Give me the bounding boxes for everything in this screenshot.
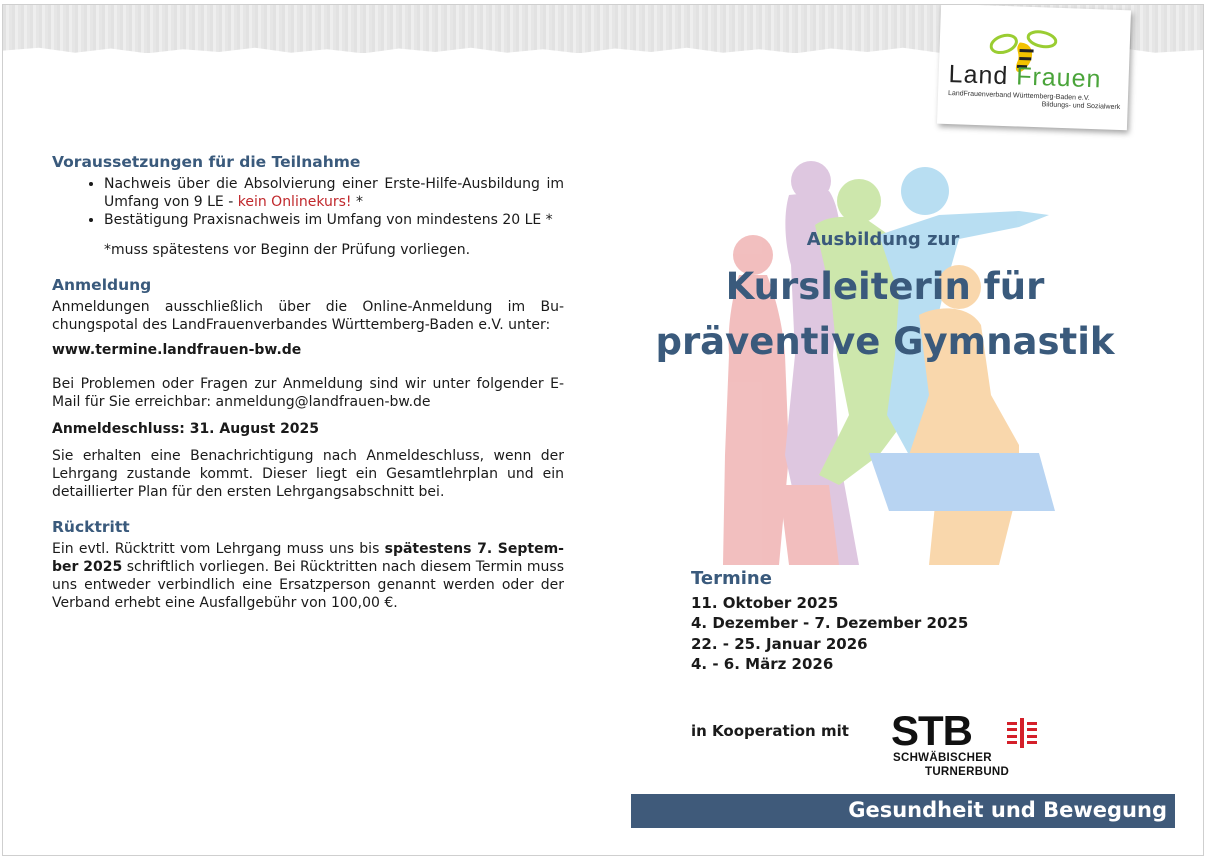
main-title-line-1: Kursleiterin für	[725, 265, 1045, 308]
requirements-list	[52, 175, 564, 229]
anmeldung-heading: Anmeldung	[52, 276, 152, 294]
requirement-item: • Bestätigung Praxisnachweis im Umfang von mindestens 20 LE *	[104, 211, 564, 229]
stb-emblem-icon	[1007, 718, 1037, 748]
ruecktritt-text	[52, 540, 564, 612]
logo-subline-1: LandFrauenverband Württemberg-Baden e.V.	[947, 90, 1090, 102]
left-column	[52, 153, 564, 612]
requirement-item	[104, 175, 564, 211]
termin-date: 4. - 6. März 2026	[691, 655, 834, 673]
main-title	[623, 259, 1147, 369]
termin-date: 22. - 25. Januar 2026	[691, 634, 868, 653]
footnote: *muss spätestens vor Beginn der Prüfung vorliegen.	[104, 242, 471, 258]
footer-bar: Gesundheit und Bewegung	[631, 794, 1175, 828]
ruecktritt-text-a: Ein evtl. Rücktritt vom Lehrgang muss uns bis	[52, 541, 385, 557]
logo-land-text: Land	[948, 60, 1009, 91]
subtitle: Ausbildung zur	[806, 229, 960, 250]
landfrauen-logo	[937, 4, 1131, 130]
logo-wordmark	[948, 60, 1102, 94]
stb-wordmark: STB	[891, 707, 972, 754]
main-title-line-2: präventive Gymnastik	[655, 320, 1115, 363]
requirement-suffix: *	[351, 194, 363, 210]
ruecktritt-text-b: schriftlich vorliegen. Bei Rücktritten nach diesem Termin muss uns entweder verbindlich eine Ersatzperson genannt werden oder der Verband erhebt eine Ausfallgebühr von 100,00 €.	[52, 559, 564, 611]
kooperation-label: in Kooperation mit	[691, 722, 849, 740]
voraussetzungen-heading: Voraussetzungen für die Teilnahme	[52, 153, 361, 171]
logo-frauen-text: Frauen	[1015, 62, 1102, 94]
anmeldung-url[interactable]: www.termine.landfrauen-bw.de	[52, 342, 302, 358]
termin-date: 4. Dezember - 7. Dezember 2025	[691, 614, 969, 632]
anmeldeschluss: Anmeldeschluss: 31. August 2025	[52, 421, 320, 437]
termin-date: 11. Oktober 2025	[691, 593, 839, 612]
anmeldung-text: Anmeldungen ausschließlich über die Online-Anmeldung im Bu-chungspotal des LandFrauenverbandes Württemberg-Baden e.V. unter:	[52, 299, 564, 333]
termine-section	[691, 569, 968, 675]
ruecktritt-deadline: spätestens 7. Septem-ber 2025	[52, 541, 564, 575]
logo-subline-2: Bildungs- und Sozialwerk	[1041, 101, 1121, 112]
requirement-text: Nachweis über die Absolvierung einer Erste-Hilfe-Ausbildung im Umfang von 9 LE -	[104, 176, 564, 210]
brochure-page	[2, 4, 1204, 856]
ruecktritt-heading: Rücktritt	[52, 518, 130, 536]
anmeldung-contact: Bei Problemen oder Fragen zur Anmeldung sind wir unter folgender E-Mail für Sie erreichbar: anmeldung@landfrauen-bw.de	[52, 376, 564, 410]
requirement-highlight: kein Onlinekurs!	[237, 194, 352, 210]
anmeldung-info: Sie erhalten eine Benachrichtigung nach Anmeldeschluss, wenn der Lehrgang zustande kommt. Dieser liegt ein Gesamtlehrplan und ein detaillierter Plan für den ersten Lehrgangsabschnitt bei.	[52, 448, 564, 500]
stb-line-2: TURNERBUND	[925, 766, 1010, 778]
stb-line-1: SCHWÄBISCHER	[893, 752, 992, 764]
stb-logo	[891, 707, 1041, 781]
termine-heading: Termine	[691, 568, 772, 589]
